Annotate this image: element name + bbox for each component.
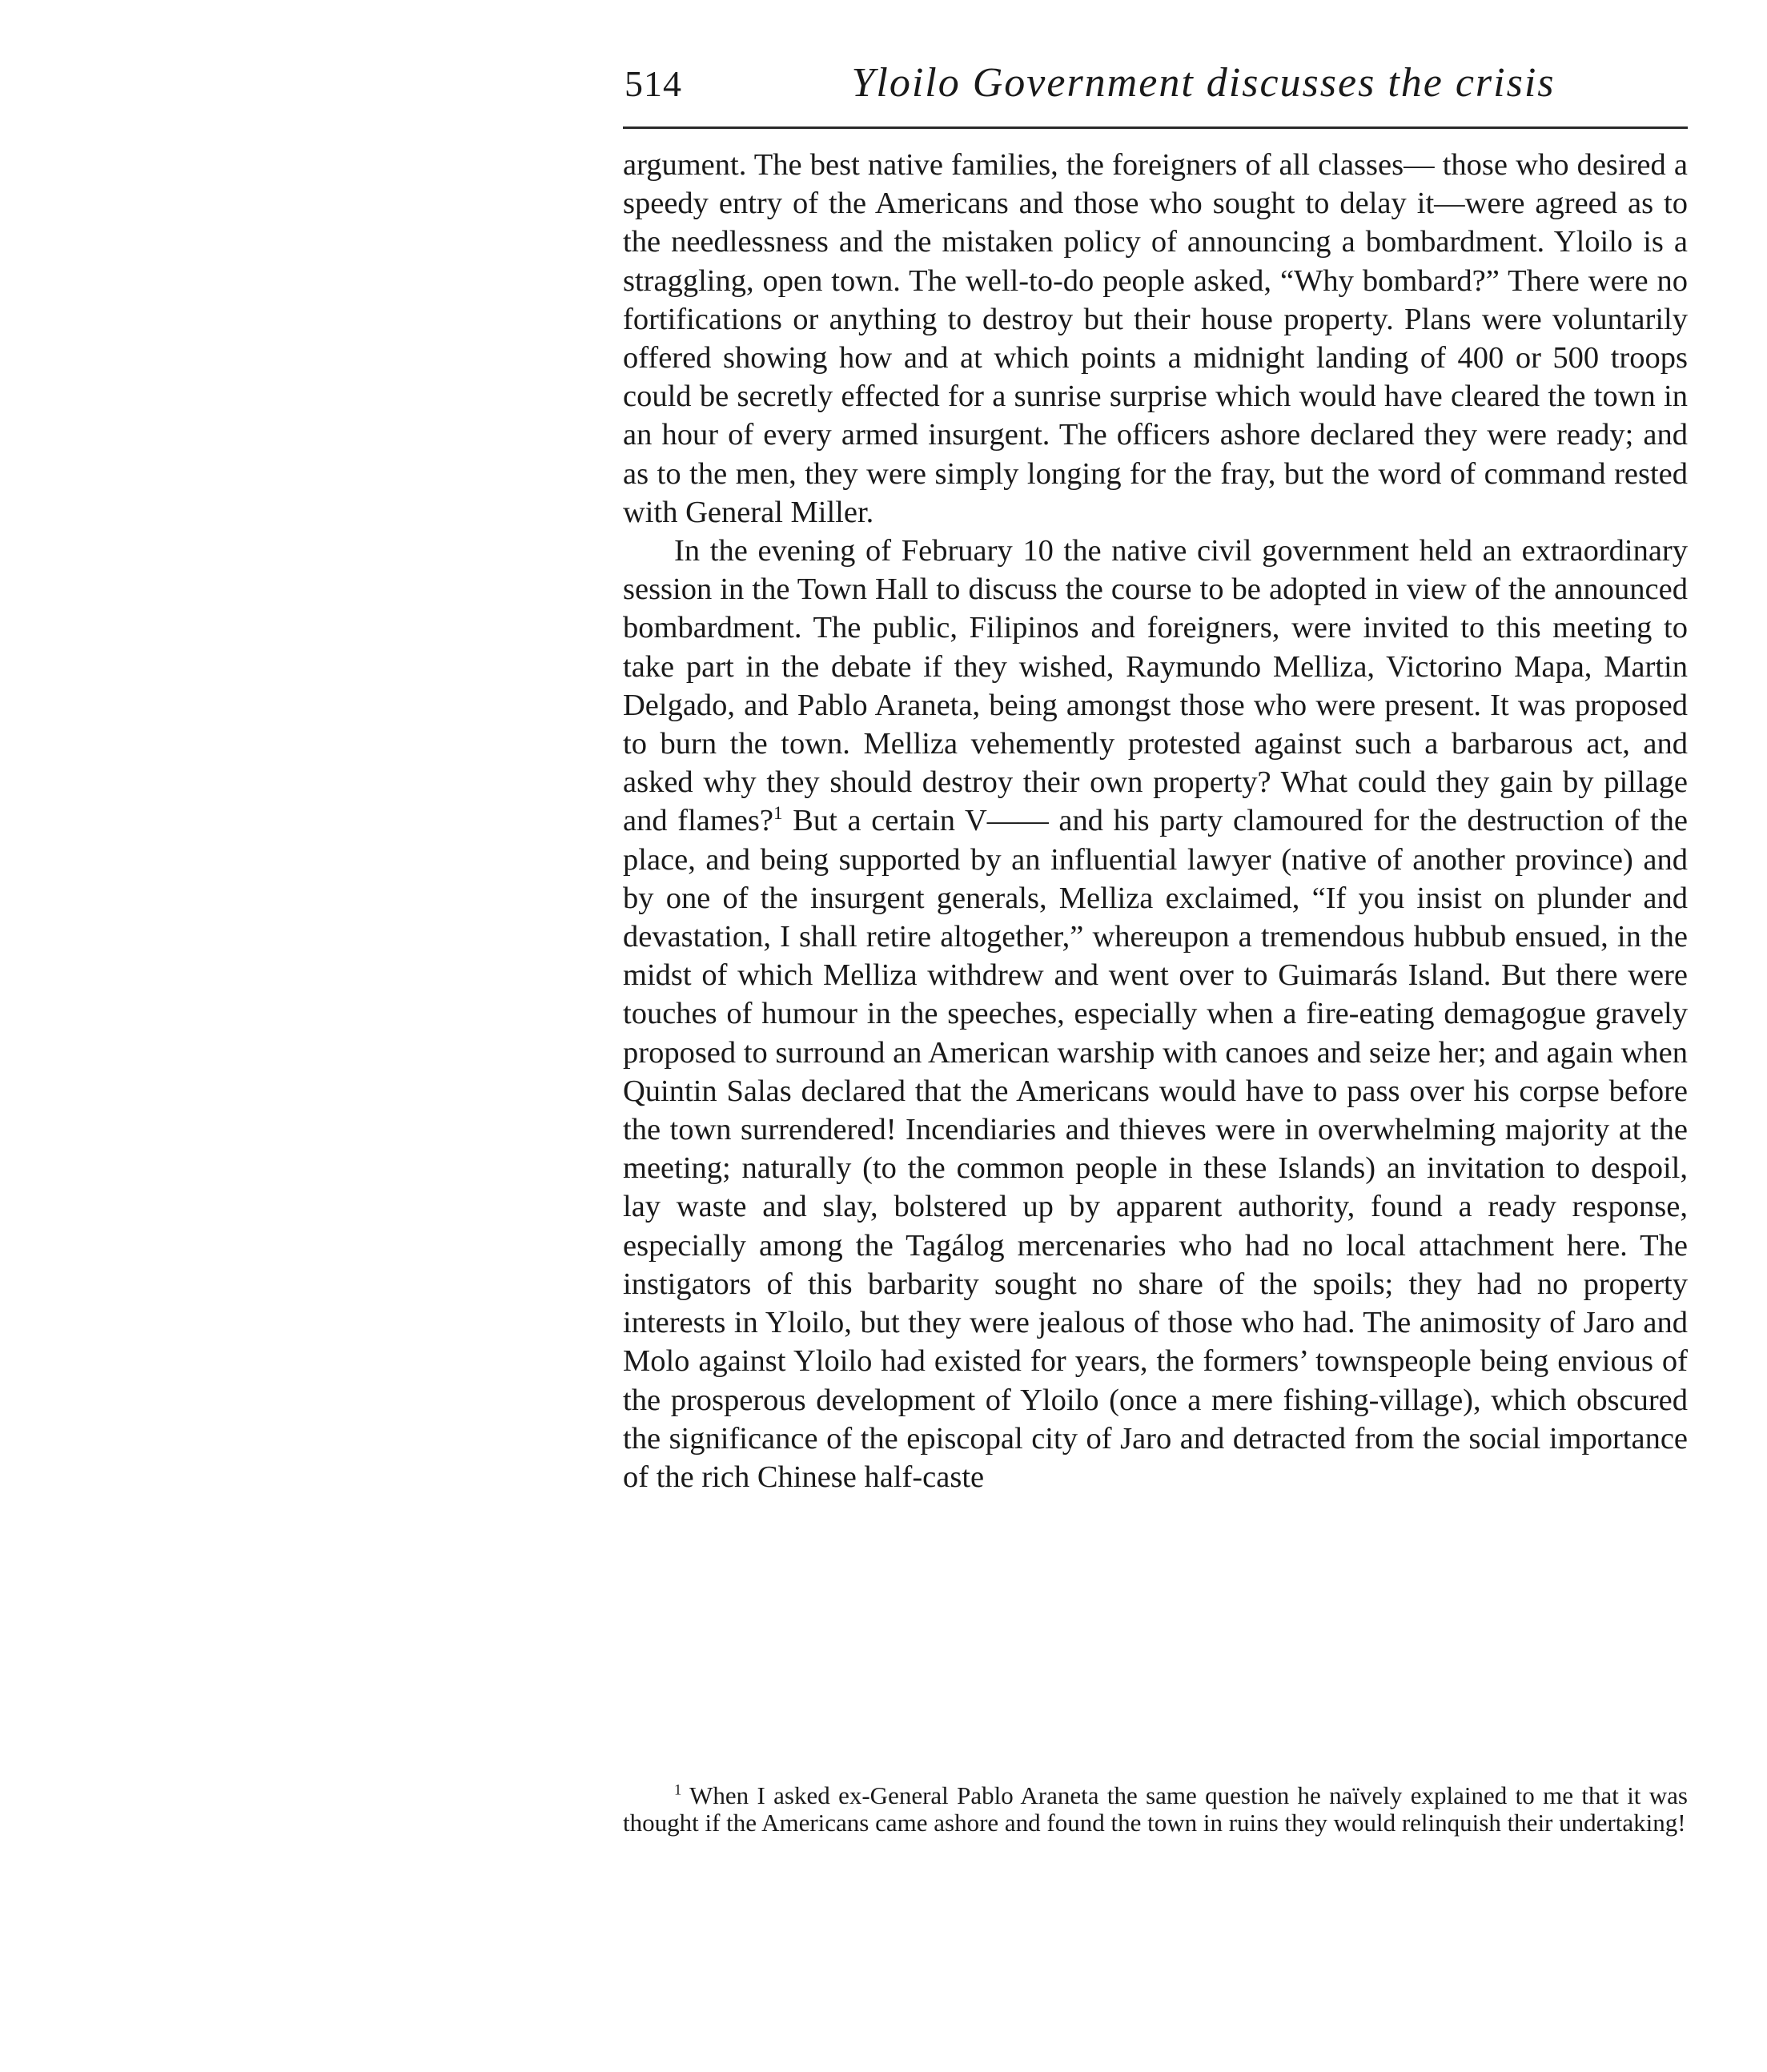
footnote-marker: 1	[674, 1781, 682, 1799]
paragraph-2-part-a: In the evening of February 10 the native civil government held an extraordinary session in the Town Hall to discuss the course to be adopted in view of the announced bombardment. The public, Filipinos and foreigners, were invited to this meeting to take part in the debate if they wished, Raymundo Melliza, Victorino Mapa, Martin Delgado, and Pablo Araneta, being amongst those who were present. It was proposed to burn the town. Melliza vehemently protested against such a barbarous act, and asked why they should destroy their own property? What could they gain by pillage and flames?	[623, 534, 1688, 838]
footnotes	[623, 1782, 1688, 1837]
footnote-reference: 1	[773, 802, 783, 824]
footnote-1	[623, 1782, 1688, 1837]
footnote-text: When I asked ex-General Pablo Araneta the same question he naïvely explained to me that it was thought if the Americans came ashore and found the town in ruins they would relinquish their undertaking!	[623, 1781, 1688, 1837]
header-rule	[623, 126, 1688, 129]
paragraph-1: argument. The best native families, the foreigners of all classes— those who desired a speedy entry of the Americans and those who sought to delay it—were agreed as to the needlessness and the mistaken policy of announcing a bombardment. Yloilo is a straggling, open town. The well-to-do people asked, “Why bombard?” There were no fortifications or anything to destroy but their house property. Plans were voluntarily offered showing how and at which points a midnight landing of 400 or 500 troops could be secretly effected for a sunrise surprise which would have cleared the town in an hour of every armed insurgent. The officers ashore declared they were ready; and as to the men, they were simply longing for the fray, but the word of command rested with General Miller.	[623, 148, 1688, 529]
page-number: 514	[624, 63, 682, 104]
body-text	[623, 146, 1688, 1496]
paragraph-2	[623, 532, 1688, 1496]
book-page	[623, 56, 1688, 1837]
paragraph-2-part-b: But a certain V—— and his party clamoured for the destruction of the place, and being supported by an influential lawyer (native of another province) and by one of the insurgent generals, Melliza exclaimed, “If you insist on plunder and devastation, I shall retire altogether,” whereupon a tremendous hubbub ensued, in the midst of which Melliza withdrew and went over to Guimarás Island. But there were touches of humour in the speeches, especially when a fire-eating demagogue gravely proposed to surround an American warship with canoes and seize her; and again when Quintin Salas declared that the Americans would have to pass over his corpse before the town surrendered! Incendiaries and thieves were in overwhelming majority at the meeting; naturally (to the common people in these Islands) an invitation to despoil, lay waste and slay, bolstered up by apparent authority, found a ready response, especially among the Tagálog mercenaries who had no local attachment here. The instigators of this barbarity sought no share of the spoils; they had no property interests in Yloilo, but they were jealous of those who had. The animosity of Jaro and Molo against Yloilo had existed for years, the formers’ townspeople being envious of the prosperous development of Yloilo (once a mere fishing-village), which obscured the significance of the episcopal city of Jaro and detracted from the social importance of the rich Chinese half-caste	[623, 804, 1688, 1494]
running-head	[623, 56, 1688, 120]
running-title: Yloilo Government discusses the crisis	[851, 60, 1556, 106]
